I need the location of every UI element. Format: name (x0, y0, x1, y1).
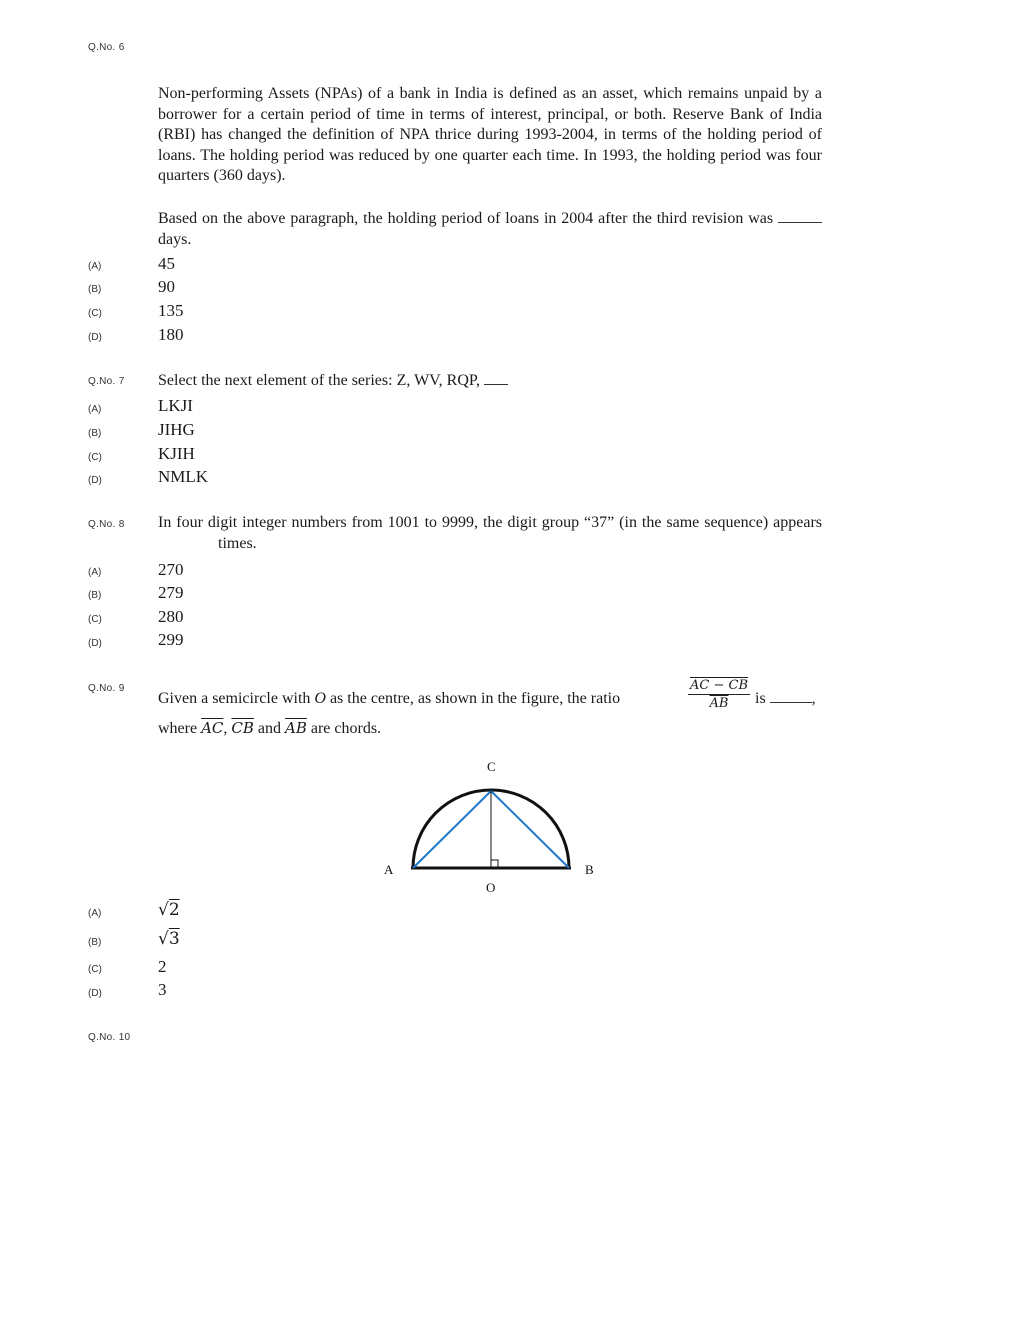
option-text: 279 (158, 583, 184, 602)
option-label: (B) (88, 284, 102, 295)
option-text: 280 (158, 607, 184, 626)
label-o: O (486, 880, 496, 895)
option-label: (D) (88, 332, 102, 343)
chord-ac (413, 791, 491, 868)
option-text: √2 (158, 900, 180, 920)
option-text: 2 (158, 957, 167, 976)
option-text: JIHG (158, 420, 195, 439)
option-label: (D) (88, 475, 102, 486)
option-text: 270 (158, 560, 184, 579)
label-c: C (487, 759, 496, 774)
answer-blank (778, 208, 822, 223)
chord-cb (491, 791, 569, 868)
ratio-fraction: $\frac{AC - CB}{AB}$ (690, 678, 748, 711)
option-label: (A) (88, 908, 102, 919)
question-text: Select the next element of the series: Z, WV, RQP, (158, 370, 822, 392)
question-text: Based on the above paragraph, the holding period of loans in 2004 after the third revision was days. (158, 208, 822, 250)
option-text: NMLK (158, 467, 209, 486)
option-label: (A) (88, 404, 102, 415)
question-number: Q.No. 7 (88, 376, 125, 387)
label-b: B (585, 862, 594, 877)
option-label: (A) (88, 261, 102, 272)
option-text: 299 (158, 630, 184, 649)
question-number: Q.No. 10 (88, 1032, 131, 1043)
answer-blank (484, 370, 508, 385)
semicircle-figure (370, 750, 610, 900)
passage-text: Non-performing Assets (NPAs) of a bank in India is defined as an asset, which remains unpaid by a borrower for a certain period of time in terms of interest, principal, or both. Reserve Bank of India (RBI) has changed the definition of NPA thrice during 1993-2004, in terms of the holding period of loans. The holding period was reduced by one quarter each time. In 1993, the holding period was four quarters (360 days). (158, 85, 822, 184)
question-text: In four digit integer numbers from 1001 to 9999, the digit group “37” (in the same sequence) appearstimes. (158, 514, 822, 552)
option-label: (D) (88, 988, 102, 999)
question-text: Given a semicircle with O as the centre, as shown in the figure, the ratio (158, 690, 621, 707)
question-text-where: where $\overline{AC}$, $\overline{CB}$ and $\overline{AB}$ are chords. (158, 719, 382, 737)
option-text: 90 (158, 277, 175, 296)
question-number: Q.No. 8 (88, 519, 125, 530)
option-label: (B) (88, 590, 102, 601)
question-number: Q.No. 6 (88, 42, 125, 53)
option-text: LKJI (158, 396, 193, 415)
label-a: A (384, 862, 394, 877)
option-text: 3 (158, 980, 167, 999)
option-label: (B) (88, 937, 102, 948)
option-text: KJIH (158, 444, 195, 463)
option-label: (A) (88, 567, 102, 578)
option-text: 45 (158, 254, 175, 273)
option-label: (B) (88, 428, 102, 439)
question-text-is: is , (755, 690, 816, 707)
option-text: √3 (158, 929, 180, 949)
answer-blank (770, 688, 812, 703)
option-text: 180 (158, 325, 184, 344)
option-label: (C) (88, 614, 102, 625)
option-label: (C) (88, 452, 102, 463)
question-number: Q.No. 9 (88, 683, 125, 694)
option-label: (C) (88, 964, 102, 975)
option-label: (C) (88, 308, 102, 319)
option-label: (D) (88, 638, 102, 649)
option-text: 135 (158, 301, 184, 320)
